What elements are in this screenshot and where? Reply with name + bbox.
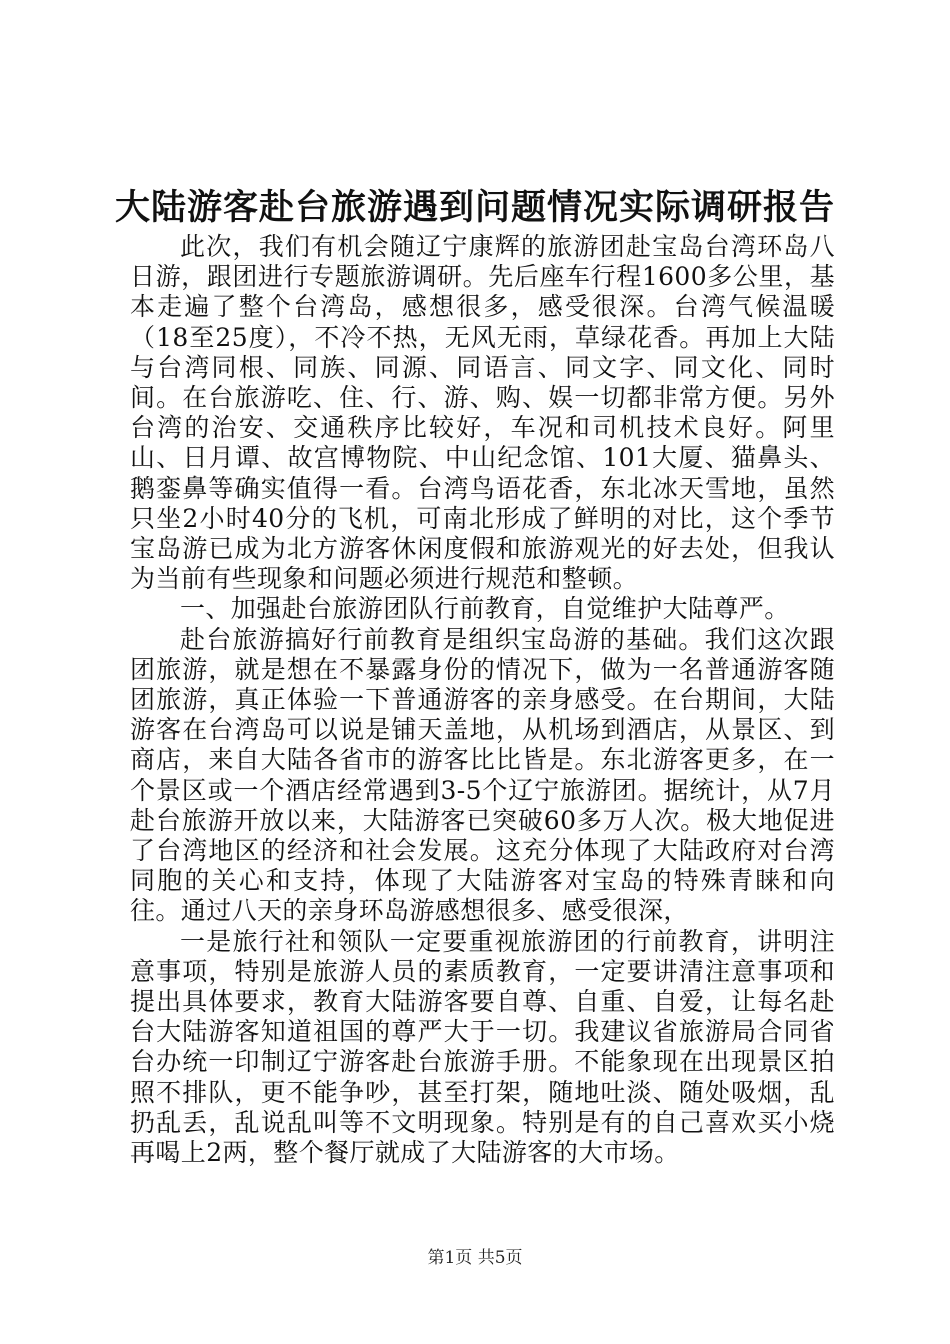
page-footer: 第1页 共5页 [427, 1248, 523, 1268]
document-title: 大陆游客赴台旅游遇到问题情况实际调研报告 [114, 187, 835, 228]
document-body [130, 232, 835, 1168]
paragraph-point-1: 一是旅行社和领队一定要重视旅游团的行前教育，讲明注意事项，特别是旅游人员的素质教育，一定要讲清注意事项和提出具体要求，教育大陆游客要自尊、自重、自爱，让每名赴台大陆游客知道祖国的尊严大于一切。我建议省旅游局合同省台办统一印制辽宁游客赴台旅游手册。不能象现在出现景区拍照不排队，更不能争吵，甚至打架，随地吐淡、随处吸烟，乱扔乱丢，乱说乱叫等不文明现象。特别是有的自己喜欢买小烧再喝上2两，整个餐厅就成了大陆游客的大市场。 [130, 926, 835, 1168]
paragraph-section-1: 赴台旅游搞好行前教育是组织宝岛游的基础。我们这次跟团旅游，就是想在不暴露身份的情况下，做为一名普通游客随团旅游，真正体验一下普通游客的亲身感受。在台期间，大陆游客在台湾岛可以说是铺天盖地，从机场到酒店，从景区、到商店，来自大陆各省市的游客比比皆是。东北游客更多，在一个景区或一个酒店经常遇到3-5个辽宁旅游团。据统计，从7月赴台旅游开放以来，大陆游客已突破60多万人次。极大地促进了台湾地区的经济和社会发展。这充分体现了大陆政府对台湾同胞的关心和支持，体现了大陆游客对宝岛的特殊青睐和向往。通过八天的亲身环岛游感想很多、感受很深， [130, 624, 835, 926]
section-heading-1: 一、加强赴台旅游团队行前教育，自觉维护大陆尊严。 [180, 594, 790, 624]
paragraph-intro: 此次，我们有机会随辽宁康辉的旅游团赴宝岛台湾环岛八日游，跟团进行专题旅游调研。先后座车行程1600多公里，基本走遍了整个台湾岛，感想很多，感受很深。台湾气候温暖（18至25度），不冷不热，无风无雨，草绿花香。再加上大陆与台湾同根、同族、同源、同语言、同文字、同文化、同时间。在台旅游吃、住、行、游、购、娱一切都非常方便。另外台湾的治安、交通秩序比较好，车况和司机技术良好。阿里山、日月谭、故宫博物院、中山纪念馆、101大厦、猫鼻头、鹅銮鼻等确实值得一看。台湾鸟语花香，东北冰天雪地，虽然只坐2小时40分的飞机，可南北形成了鲜明的对比，这个季节宝岛游已成为北方游客休闲度假和旅游观光的好去处，但我认为当前有些现象和问题必须进行规范和整顿。 [130, 232, 835, 594]
